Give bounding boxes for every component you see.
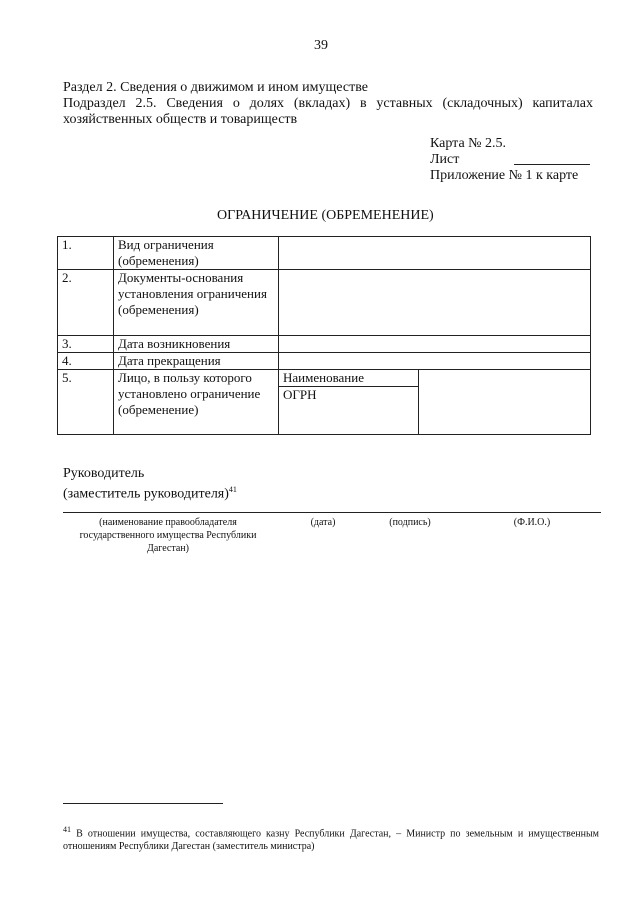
subsection-line-cont: хозяйственных обществ и товариществ [63, 112, 298, 127]
table-row [58, 336, 591, 353]
row-number: 4. [58, 353, 114, 370]
row-number: 2. [58, 270, 114, 336]
table-row [58, 370, 591, 387]
section-line: Раздел 2. Сведения о движимом и ином имуществе [63, 80, 368, 95]
row-value[interactable] [279, 353, 591, 370]
date-caption: (дата) [310, 517, 336, 528]
row-value[interactable] [419, 370, 591, 435]
row-number: 1. [58, 237, 114, 270]
footnote-separator [63, 803, 223, 804]
deputy-title: (заместитель руководителя)$^{41}$ [63, 485, 237, 502]
card-number: Карта № 2.5. [430, 136, 507, 151]
table-row [58, 237, 591, 270]
card-info [430, 136, 578, 184]
subsection-line: Подраздел 2.5. Сведения о долях (вкладах) в уставных (складочных) капиталах [63, 96, 593, 111]
footnote-ref: 41 [228, 485, 237, 494]
row-label: Дата возникновения [114, 336, 279, 353]
footnote [63, 823, 599, 853]
row-label: Лицо, в пользу которого установлено ограничение (обременение) [114, 370, 279, 435]
signature-caption: (подпись) [389, 517, 431, 528]
row-value[interactable] [279, 270, 591, 336]
row-number: 3. [58, 336, 114, 353]
head-title: Руководитель [63, 466, 145, 481]
ogrn-field-label: ОГРН [279, 387, 419, 435]
row-label: Дата прекращения [114, 353, 279, 370]
row-label: Документы-основания установления ограничения (обременения) [114, 270, 279, 336]
table-row [58, 270, 591, 336]
form-title: ОГРАНИЧЕНИЕ (ОБРЕМЕНЕНИЕ) [217, 208, 434, 223]
table-row [58, 353, 591, 370]
sheet-line [514, 164, 590, 165]
section-heading [63, 80, 593, 128]
fio-caption: (Ф.И.О.) [513, 517, 551, 528]
owner-caption: (наименование правообладателя государственного имущества Республики Дагестан) [79, 517, 257, 554]
appendix-label: Приложение № 1 к карте [430, 168, 579, 183]
row-number: 5. [58, 370, 114, 435]
signature-line [63, 512, 601, 513]
footnote-text: В отношении имущества, составляющего казну Республики Дагестан, – Министр по земельным и имущественным отношениям Республики Дагестан (заместитель министра) [63, 828, 600, 853]
page-number: 39 [314, 38, 328, 53]
row-value[interactable] [279, 237, 591, 270]
signature-heading [63, 466, 237, 503]
sheet-label: Лист [430, 152, 460, 167]
name-field-label: Наименование [279, 370, 419, 387]
encumbrance-table [57, 236, 591, 435]
footnote-number: 41 [63, 825, 71, 834]
row-label: Вид ограничения (обременения) [114, 237, 279, 270]
row-value[interactable] [279, 336, 591, 353]
